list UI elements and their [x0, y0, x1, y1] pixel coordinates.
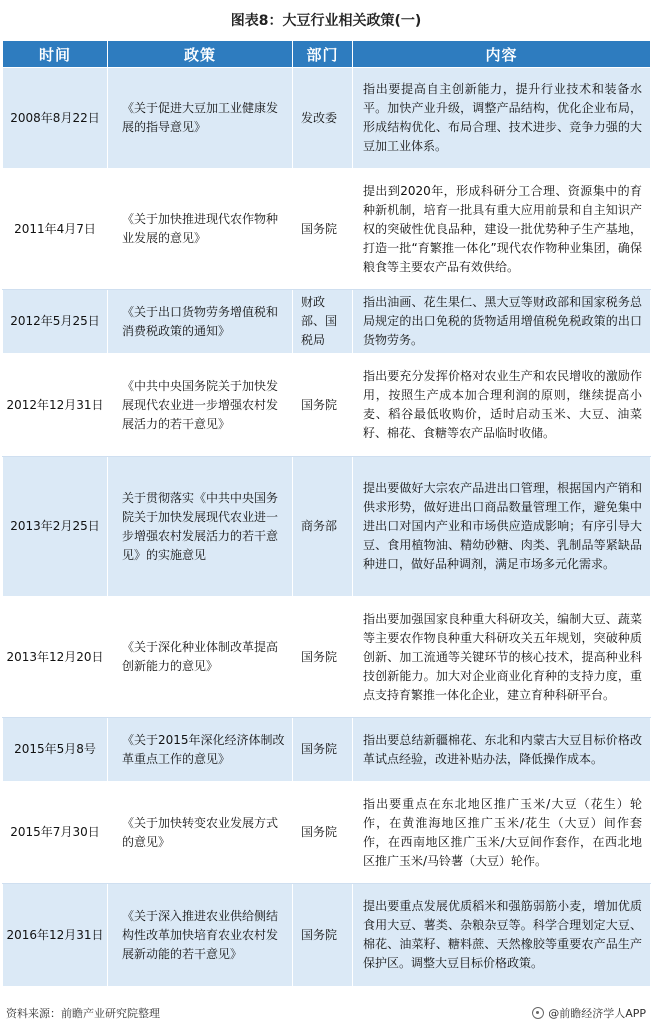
cell-content: 指出油画、花生果仁、黑大豆等财政部和国家税务总局规定的出口免税的货物适用增值税免税政策的出口货物劳务。	[353, 290, 651, 354]
cell-policy: 《关于促进大豆加工业健康发展的指导意见》	[108, 68, 293, 169]
cell-dept: 财政部、国税局	[293, 290, 353, 354]
cell-content: 指出要总结新疆棉花、东北和内蒙古大豆目标价格改革试点经验，改进补贴办法，降低操作成本。	[353, 718, 651, 782]
cell-content: 指出要提高自主创新能力，提升行业技术和装备水平。加快产业升级，调整产品结构，优化企业布局，形成结构优化、布局合理、技术进步、竞争力强的大豆加工业体系。	[353, 68, 651, 169]
cell-content: 提出要做好大宗农产品进出口管理，根据国内产销和供求形势，做好进出口商品数量管理工作，避免集中进出口对国内产业和市场供应造成影响；有序引导大豆、食用植物油、精幼砂糖、肉类、乳制品等紧缺品种进口，做好品种调剂，满足市场多元化需求。	[353, 457, 651, 597]
cell-dept: 国务院	[293, 597, 353, 718]
cell-dept: 国务院	[293, 718, 353, 782]
cell-policy: 关于贯彻落实《中共中央国务院关于加快发展现代农业进一步增强农村发展活力的若干意见》的实施意见	[108, 457, 293, 597]
cell-dept: 国务院	[293, 169, 353, 290]
cell-content: 提出要重点发展优质稻米和强筋弱筋小麦，增加优质食用大豆、薯类、杂粮杂豆等。科学合理划定大豆、棉花、油菜籽、糖料蔗、天然橡胶等重要农产品生产保护区。调整大豆目标价格政策。	[353, 884, 651, 987]
source-note: 资料来源：前瞻产业研究院整理	[6, 1007, 160, 1020]
table-row	[3, 354, 651, 457]
cell-policy: 《关于深化种业体制改革提高创新能力的意见》	[108, 597, 293, 718]
policy-table	[2, 40, 651, 987]
cell-time: 2011年4月7日	[3, 169, 108, 290]
title-bar	[0, 0, 652, 40]
cell-time: 2008年8月22日	[3, 68, 108, 169]
cell-time: 2012年5月25日	[3, 290, 108, 354]
cell-time: 2015年7月30日	[3, 782, 108, 884]
header-policy: 政策	[108, 41, 293, 68]
cell-content: 指出要重点在东北地区推广玉米/大豆（花生）轮作，在黄淮海地区推广玉米/花生（大豆）间作套作，在西南地区推广玉米/大豆间作套作，在西北地区推广玉米/马铃薯（大豆）轮作。	[353, 782, 651, 884]
cell-policy: 《中共中央国务院关于加快发展现代农业进一步增强农村发展活力的若干意见》	[108, 354, 293, 457]
table-row	[3, 884, 651, 987]
cell-policy: 《关于2015年深化经济体制改革重点工作的意见》	[108, 718, 293, 782]
cell-policy: 《关于加快转变农业发展方式的意见》	[108, 782, 293, 884]
table-header-row	[3, 41, 651, 68]
brand-label: @前瞻经济学人APP	[548, 1007, 646, 1020]
brand-logo-icon	[532, 1007, 544, 1019]
cell-time: 2013年2月25日	[3, 457, 108, 597]
cell-policy: 《关于深入推进农业供给侧结构性改革加快培育农业农村发展新动能的若干意见》	[108, 884, 293, 987]
cell-policy: 《关于出口货物劳务增值税和消费税政策的通知》	[108, 290, 293, 354]
table-row	[3, 290, 651, 354]
cell-dept: 国务院	[293, 884, 353, 987]
table-row	[3, 782, 651, 884]
cell-content: 指出要加强国家良种重大科研攻关，编制大豆、蔬菜等主要农作物良种重大科研攻关五年规划，突破种质创新、加工流通等关键环节的核心技术，提高种业科技创新能力。加大对企业商业化育种的支持力度，重点支持育繁推一体化企业，建立育种科研平台。	[353, 597, 651, 718]
header-dept: 部门	[293, 41, 353, 68]
brand-credit	[532, 1005, 646, 1021]
table-row	[3, 169, 651, 290]
table-row	[3, 457, 651, 597]
cell-content: 提出到2020年，形成科研分工合理、资源集中的育种新机制，培育一批具有重大应用前景和自主知识产权的突破性优良品种，建设一批优势种子生产基地，打造一批“育繁推一体化”现代农作物种业集团，确保粮食等主要农产品有效供给。	[353, 169, 651, 290]
cell-dept: 国务院	[293, 354, 353, 457]
header-content: 内容	[353, 41, 651, 68]
cell-policy: 《关于加快推进现代农作物种业发展的意见》	[108, 169, 293, 290]
page-title: 图表8：大豆行业相关政策(一)	[230, 13, 422, 29]
table-row	[3, 597, 651, 718]
cell-dept: 商务部	[293, 457, 353, 597]
table-row	[3, 718, 651, 782]
table-row	[3, 68, 651, 169]
cell-dept: 发改委	[293, 68, 353, 169]
header-time: 时间	[3, 41, 108, 68]
cell-time: 2013年12月20日	[3, 597, 108, 718]
cell-dept: 国务院	[293, 782, 353, 884]
footer	[0, 996, 652, 1030]
cell-time: 2016年12月31日	[3, 884, 108, 987]
cell-content: 指出要充分发挥价格对农业生产和农民增收的激励作用，按照生产成本加合理利润的原则，继续提高小麦、稻谷最低收购价，适时启动玉米、大豆、油菜籽、棉花、食糖等农产品临时收储。	[353, 354, 651, 457]
cell-time: 2015年5月8号	[3, 718, 108, 782]
cell-time: 2012年12月31日	[3, 354, 108, 457]
